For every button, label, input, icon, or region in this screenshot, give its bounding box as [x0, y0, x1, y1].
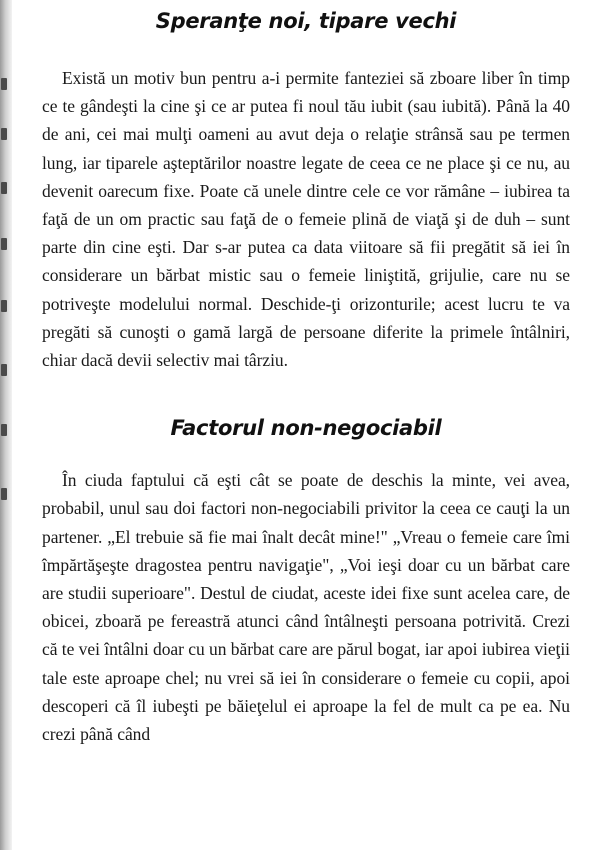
binding-mark: [1, 238, 7, 250]
binding-mark: [1, 364, 7, 376]
section-title: Speranţe noi, tipare vechi: [155, 9, 457, 33]
binding-mark: [1, 300, 7, 312]
page-binding-edge: [0, 0, 12, 850]
section-non-negotiable: [42, 416, 570, 748]
section-hopes-patterns: [42, 9, 570, 374]
section-paragraph: În ciuda faptului că eşti cât se poate de deschis la minte, vei avea, probabil, unul sau doi factori non-negociabili privitor la ceea ce cauţi la un partener. „El trebuie să fie mai înalt decât mine!" „Vreau o femeie care îmi împărtăşeşte dragostea pentru navigaţie", „Voi ieşi doar cu un bărbat care are studii superioare". Destul de ciudat, aceste idei fixe sunt acelea care, de obicei, zboară pe fereastră atunci când întâlneşti persoana potrivită. Crezi că te vei întâlni doar cu un bărbat care are părul bogat, iar apoi iubirea vieţii tale este aproape chel; nu vrei să iei în considerare o femeie cu copii, apoi descoperi că îl iubeşti pe băieţelul ei aproape la fel de mult ca pe ea. Nu crezi până când: [42, 470, 570, 745]
binding-mark: [1, 78, 7, 90]
section-paragraph: Există un motiv bun pentru a-i permite fanteziei să zboare liber în timp ce te gândeşti la cine şi ce ar putea fi noul tău iubit (sau iubită). Până la 40 de ani, cei mai mulţi oameni au avut deja o relaţie strânsă sau pe termen lung, iar tiparele aşteptărilor noastre legate de ceea ce ne place şi ce nu, au devenit oarecum fixe. Poate că unele dintre cele ce vor rămâne – iubirea ta faţă de un om practic sau faţă de o femeie plină de viaţă şi de duh – sunt parte din cine eşti. Dar s-ar putea ca data viitoare să fii pregătit să iei în considerare un bărbat mistic sau o femeie liniştită, grijulie, care nu se potriveşte modelului normal. Deschide-ţi orizonturile; acest lucru te va pregăti să cunoşti o gamă largă de persoane diferite la primele întâlniri, chiar dacă devii selectiv mai târziu.: [42, 68, 570, 371]
binding-mark: [1, 128, 7, 140]
binding-mark: [1, 488, 7, 500]
book-page: [42, 0, 570, 748]
section-title: Factorul non-negociabil: [170, 416, 442, 441]
binding-mark: [1, 424, 7, 436]
binding-mark: [1, 182, 7, 194]
